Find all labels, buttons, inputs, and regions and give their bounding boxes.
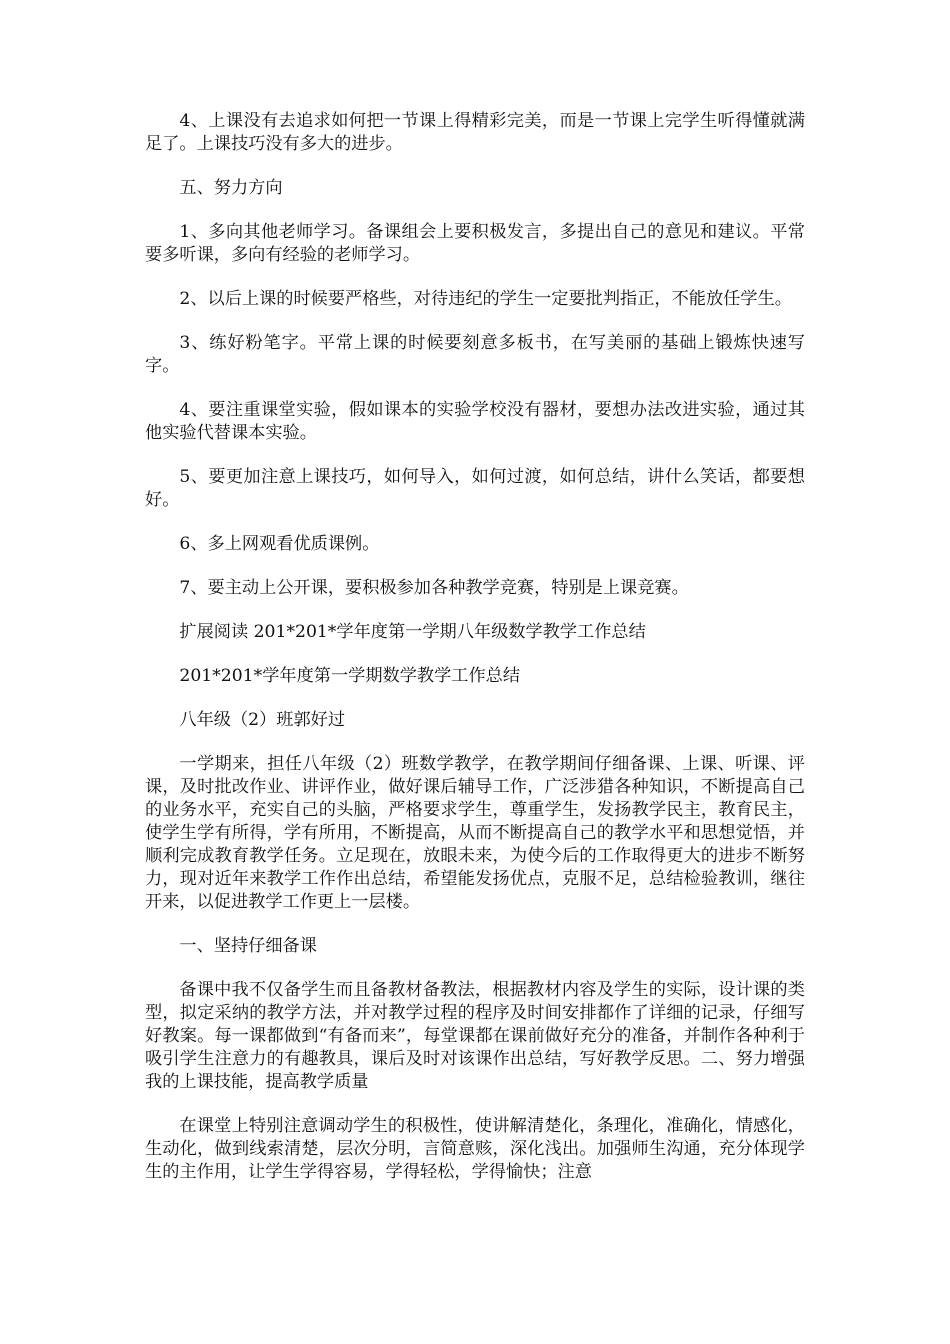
intro-paragraph: 一学期来，担任八年级（2）班数学教学，在教学期间仔细备课、上课、听课、评课，及时批改作业、讲评作业，做好课后辅导工作，广泛涉猎各种知识，不断提高自己的业务水平，充实自己的头脑，严格要求学生，尊重学生，发扬教学民主，教育民主，使学生学有所得，学有所用，不断提高，从而不断提高自己的教学水平和思想觉悟，并顺利完成教育教学任务。立足现在，放眼未来，为使今后的工作取得更大的进步不断努力，现对近年来教学工作作出总结，希望能发扬优点，克服不足，总结检验教训，继往开来，以促进教学工作更上一层楼。 [145, 754, 805, 912]
paragraph-item-1: 1、多向其他老师学习。备课组会上要积极发言，多提出自己的意见和建议。平常要多听课，多向有经验的老师学习。 [145, 222, 805, 265]
paragraph-item-6: 6、多上网观看优质课例。 [179, 534, 380, 554]
document-body [145, 110, 805, 1184]
paragraph-item-3: 3、练好粉笔字。平常上课的时候要刻意多板书，在写美丽的基础上锻炼快速写字。 [145, 333, 805, 376]
paragraph-item-5: 5、要更加注意上课技巧，如何导入，如何过渡，如何总结，讲什么笑话，都要想好。 [145, 467, 805, 510]
paragraph-item-2: 2、以后上课的时候要严格些，对待违纪的学生一定要批判指正，不能放任学生。 [179, 289, 792, 309]
section-heading-preparation: 一、坚持仔细备课 [179, 936, 317, 956]
paragraph-item-4b: 4、要注重课堂实验，假如课本的实验学校没有器材，要想办法改进实验，通过其他实验代替课本实验。 [145, 400, 805, 443]
preparation-paragraph: 备课中我不仅备学生而且备教材备教法，根据教材内容及学生的实际，设计课的类型，拟定采纳的教学方法，并对教学过程的程序及时间安排都作了详细的记录，仔细写好教案。每一课都做到“有备而来”，每堂课都在课前做好充分的准备，并制作各种利于吸引学生注意力的有趣教具，课后及时对该课作出总结，写好教学反思。二、努力增强我的上课技能，提高教学质量 [145, 980, 805, 1092]
section-heading-effort-direction: 五、努力方向 [179, 178, 283, 198]
paragraph-item-4: 4、上课没有去追求如何把一节课上得精彩完美，而是一节课上完学生听得懂就满足了。上课技巧没有多大的进步。 [145, 111, 805, 154]
classroom-paragraph: 在课堂上特别注意调动学生的积极性，使讲解清楚化，条理化，准确化，情感化，生动化，做到线索清楚，层次分明，言简意赅，深化浅出。加强师生沟通，充分体现学生的主作用，让学生学得容易，学得轻松，学得愉快；注意 [145, 1116, 805, 1182]
extended-reading-title: 扩展阅读 201*201*学年度第一学期八年级数学教学工作总结 [179, 622, 646, 642]
author-line: 八年级（2）班郭好过 [179, 710, 346, 730]
summary-title: 201*201*学年度第一学期数学教学工作总结 [179, 666, 521, 686]
paragraph-item-7: 7、要主动上公开课，要积极参加各种教学竞赛，特别是上课竞赛。 [179, 578, 689, 598]
